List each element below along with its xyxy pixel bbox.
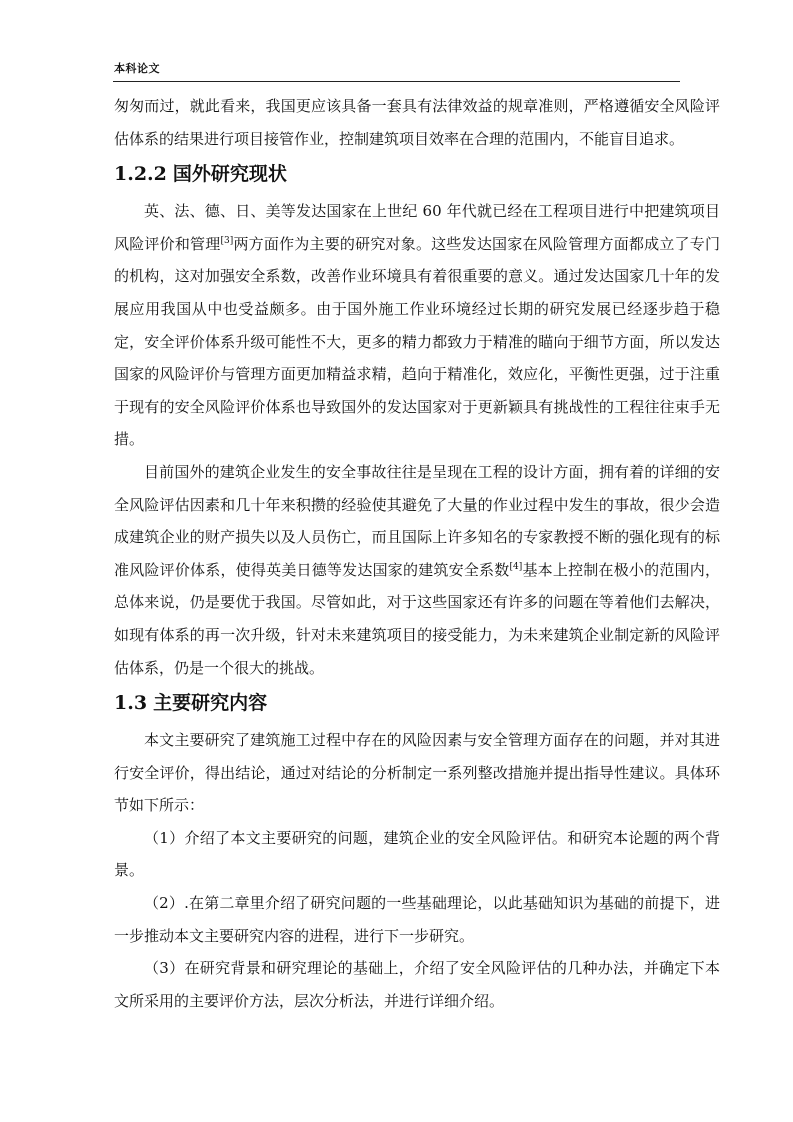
paragraph-text: 基本上控制在极小的范围内，总体来说，仍是要优于我国。尽管如此，对于这些国家还有许多的问题在等着他们去解决，如现有体系的再一次升级，针对未来建筑项目的接受能力，为未来建筑企业制定新的风险评估体系，仍是一个很大的挑战。 (114, 560, 720, 677)
paragraph-main-content: 本文主要研究了建筑施工过程中存在的风险因素与安全管理方面存在的问题，并对其进行安全评价，得出结论，通过对结论的分析制定一系列整改措施并提出指导性建议。具体环节如下所示： (114, 731, 720, 815)
list-item: （2）.在第二章里介绍了研究问题的一些基础理论，以此基础知识为基础的前提下，进一步推动本文主要研究内容的进程，进行下一步研究。 (114, 894, 720, 945)
section-heading-1-2-2 (114, 159, 720, 189)
page-content (114, 90, 720, 1017)
list-item: （3）在研究背景和研究理论的基础上，介绍了安全风险评估的几种办法，并确定下本文所采用的主要评价方法，层次分析法，并进行详细介绍。 (114, 959, 720, 1010)
paragraph-foreign-research-1 (114, 195, 720, 456)
header-rule (113, 81, 680, 82)
paragraph-foreign-research-2 (114, 456, 720, 684)
section-number: 1.2.2 (114, 163, 167, 186)
citation-ref: [3] (220, 235, 234, 246)
citation-ref: [4] (509, 561, 523, 572)
section-heading-1-3 (114, 688, 720, 718)
paragraph-text: 两方面作为主要的研究对象。这些发达国家在风险管理方面都成立了专门的机构，这对加强安全系数，改善作业环境具有着很重要的意义。通过发达国家几十年的发展应用我国从中也受益颇多。由于国外施工作业环境经过长期的研究发展已经逐步趋于稳定，安全评价体系升级可能性不大，更多的精力都致力于精准的瞄向于细节方面，所以发达国家的风险评价与管理方面更加精益求精，趋向于精准化，效应化，平衡性更强，过于注重于现有的安全风险评价体系也导致国外的发达国家对于更新颖具有挑战性的工程往往束手无措。 (114, 234, 720, 449)
section-title: 主要研究内容 (153, 692, 268, 715)
page-header: 本科论文 (114, 62, 160, 75)
section-title: 国外研究现状 (172, 163, 287, 186)
section-number: 1.3 (114, 692, 148, 715)
paragraph-text: 目前国外的建筑企业发生的安全事故往往是呈现在工程的设计方面，拥有着的详细的安全风险评估因素和几十年来积攒的经验使其避免了大量的作业过程中发生的事故，很少会造成建筑企业的财产损失以及人员伤亡，而且国际上许多知名的专家教授不断的强化现有的标准风险评价体系，使得英美日德等发达国家的建筑安全系数 (114, 462, 720, 579)
intro-paragraph: 匆匆而过，就此看来，我国更应该具备一套具有法律效益的规章准则，严格遵循安全风险评估体系的结果进行项目接管作业，控制建筑项目效率在合理的范围内，不能盲目追求。 (114, 97, 720, 148)
paragraph-text: 英、法、德、日、美等发达国家在上世纪 60 年代就已经在工程项目进行中把建筑项目风险评价和管理 (114, 202, 720, 253)
list-item: （1）介绍了本文主要研究的问题，建筑企业的安全风险评估。和研究本论题的两个背景。 (114, 828, 720, 880)
